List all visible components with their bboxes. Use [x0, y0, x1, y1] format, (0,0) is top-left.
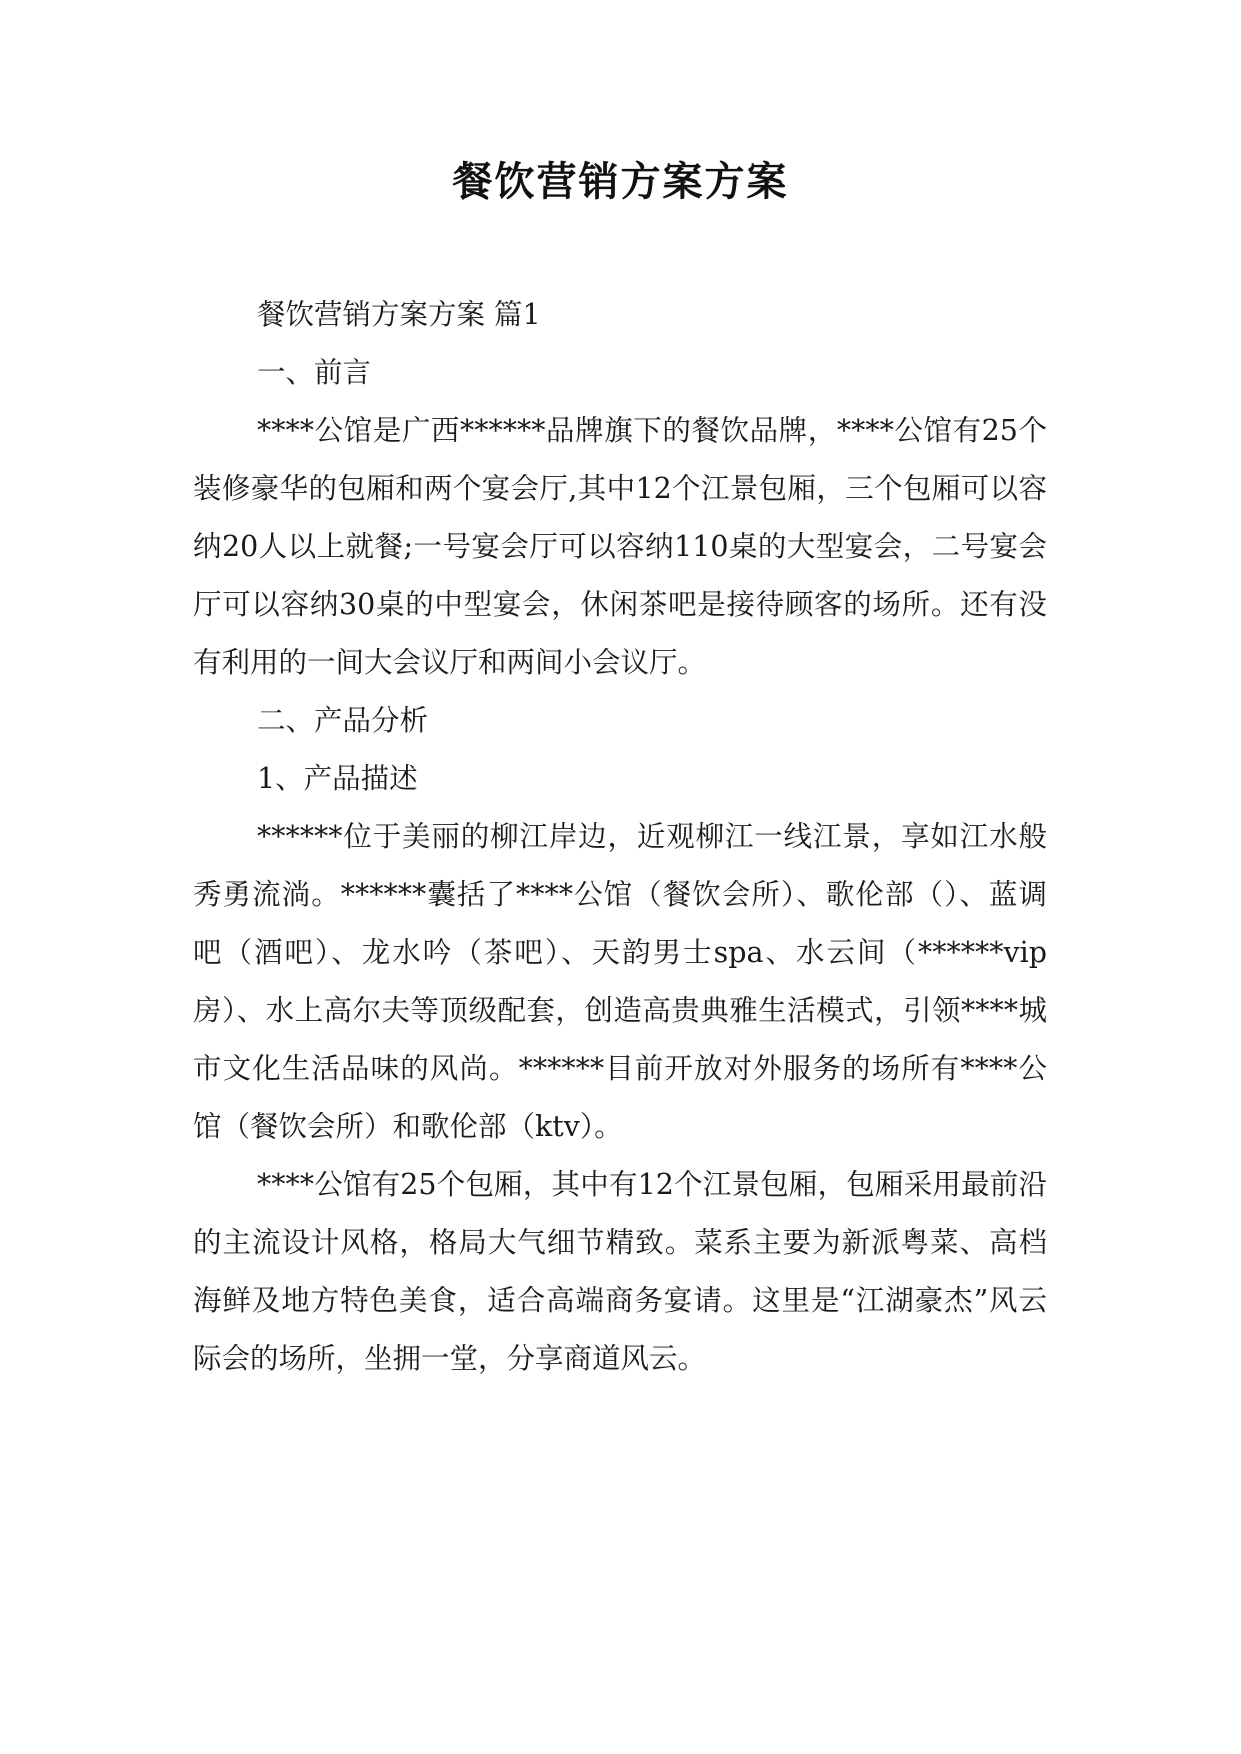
document-body	[193, 286, 1047, 1388]
heading-preface: 一、前言	[257, 356, 372, 389]
document-title: 餐饮营销方案方案	[452, 159, 789, 205]
paragraph-product-description: ******位于美丽的柳江岸边，近观柳江一线江景，享如江水般秀勇流淌。******囊括了****公馆（餐饮会所）、歌伦部（）、蓝调吧（酒吧）、龙水吟（茶吧）、天韵男士spa、水云间（******vip房）、水上高尔夫等顶级配套，创造高贵典雅生活模式，引领****城市文化生活品味的风尚。******目前开放对外服务的场所有****公馆（餐饮会所）和歌伦部（ktv）。	[193, 820, 1047, 1143]
section-heading: 餐饮营销方案方案 篇1	[257, 298, 541, 331]
heading-product-analysis: 二、产品分析	[257, 704, 429, 737]
heading-product-description: 1、产品描述	[257, 762, 418, 795]
paragraph-preface: ****公馆是广西******品牌旗下的餐饮品牌，****公馆有25个装修豪华的包厢和两个宴会厅,其中12个江景包厢，三个包厢可以容纳20人以上就餐;一号宴会厅可以容纳110桌的大型宴会，二号宴会厅可以容纳30桌的中型宴会，休闲茶吧是接待顾客的场所。还有没有利用的一间大会议厅和两间小会议厅。	[193, 414, 1047, 679]
paragraph-restaurant-details: ****公馆有25个包厢，其中有12个江景包厢，包厢采用最前沿的主流设计风格，格局大气细节精致。菜系主要为新派粤菜、高档海鲜及地方特色美食，适合高端商务宴请。这里是“江湖豪杰”风云际会的场所，坐拥一堂，分享商道风云。	[193, 1168, 1047, 1375]
